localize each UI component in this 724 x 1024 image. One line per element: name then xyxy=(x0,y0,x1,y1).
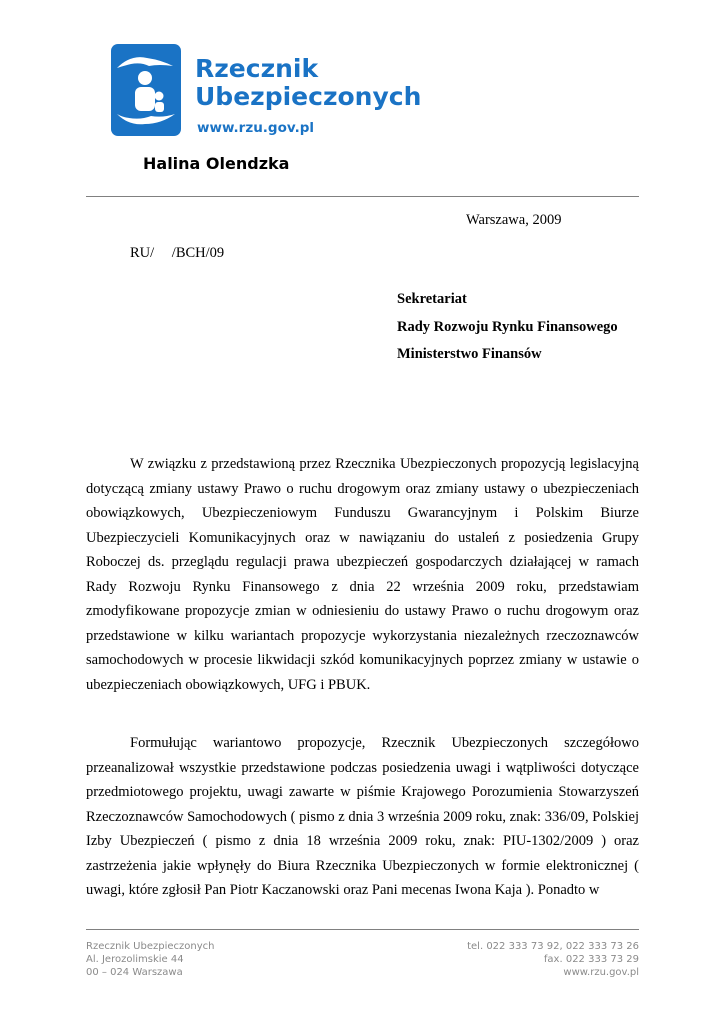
brand-url[interactable]: www.rzu.gov.pl xyxy=(197,120,314,136)
body-paragraph-1 xyxy=(86,452,639,697)
logo-emblem xyxy=(111,44,181,136)
brand-name-line2: Ubezpieczonych xyxy=(195,82,422,111)
author-name: Halina Olendzka xyxy=(143,154,290,173)
footer-divider xyxy=(86,929,639,930)
people-hands-icon xyxy=(111,44,181,136)
brand-name-line1: Rzecznik xyxy=(195,54,319,83)
body-paragraph-2 xyxy=(86,731,639,909)
footer-street: Al. Jerozolimskie 44 xyxy=(86,954,184,965)
recipient-line: Ministerstwo Finansów xyxy=(397,346,542,362)
recipient-line: Sekretariat xyxy=(397,291,467,307)
header-divider xyxy=(86,196,639,197)
footer-fax: fax. 022 333 73 29 xyxy=(543,954,639,965)
footer-office-name: Rzecznik Ubezpieczonych xyxy=(86,941,215,952)
footer-contact xyxy=(467,940,639,979)
paragraph-text: W związku z przedstawioną przez Rzecznika Ubezpieczonych propozycją legislacyjną dotyczącą zmiany ustawy Prawo o ruchu drogowym oraz zmiany ustawy o ubezpieczeniach obowiązkowych, Ubezpieczeniowym Funduszu Gwarancyjnym i Polskim Biurze Ubezpieczycieli Komunikacyjnych oraz w nawiązaniu do ustaleń z posiedzenia Grupy Roboczej ds. przeglądu regulacji prawa ubezpieczeń gospodarczych działającej w ramach Rady Rozwoju Rynku Finansowego z dnia 22 września 2009 roku, przedstawiam zmodyfikowane propozycje zmian w odniesieniu do ustawy Prawo o ruchu drogowym oraz przedstawione w kilku wariantach propozycje wykorzystania niezależnych rzeczoznawców samochodowych w procesie likwidacji szkód komunikacyjnych poprzez zmiany w ustawie o ubezpieczeniach obowiązkowych, UFG i PBUK. xyxy=(86,456,639,693)
footer-address xyxy=(86,940,215,979)
recipient-line: Rady Rozwoju Rynku Finansowego xyxy=(397,319,618,335)
letter-date: Warszawa, 2009 xyxy=(466,212,562,228)
reference-number: RU/ /BCH/09 xyxy=(130,245,225,261)
footer-phone: tel. 022 333 73 92, 022 333 73 26 xyxy=(467,941,639,952)
footer-website[interactable]: www.rzu.gov.pl xyxy=(563,967,639,978)
footer-city: 00 – 024 Warszawa xyxy=(86,967,183,978)
paragraph-text: Formułując wariantowo propozycje, Rzecznik Ubezpieczonych szczegółowo przeanalizował wszystkie przedstawione podczas posiedzenia uwagi i wątpliwości dotyczące przedmiotowego projektu, uwagi zawarte w piśmie Krajowego Porozumienia Stowarzyszeń Rzeczoznawców Samochodowych ( pismo z dnia 3 września 2009 roku, znak: 336/09, Polskiej Izby Ubezpieczeń ( pismo z dnia 18 września 2009 roku, znak: PIU-1302/2009 ) oraz zastrzeżenia jakie wpłynęły do Biura Rzecznika Ubezpieczonych w formie elektronicznej ( uwagi, które zgłosił Pan Piotr Kaczanowski oraz Pani mecenas Iwona Kaja ). Ponadto w xyxy=(86,735,639,898)
